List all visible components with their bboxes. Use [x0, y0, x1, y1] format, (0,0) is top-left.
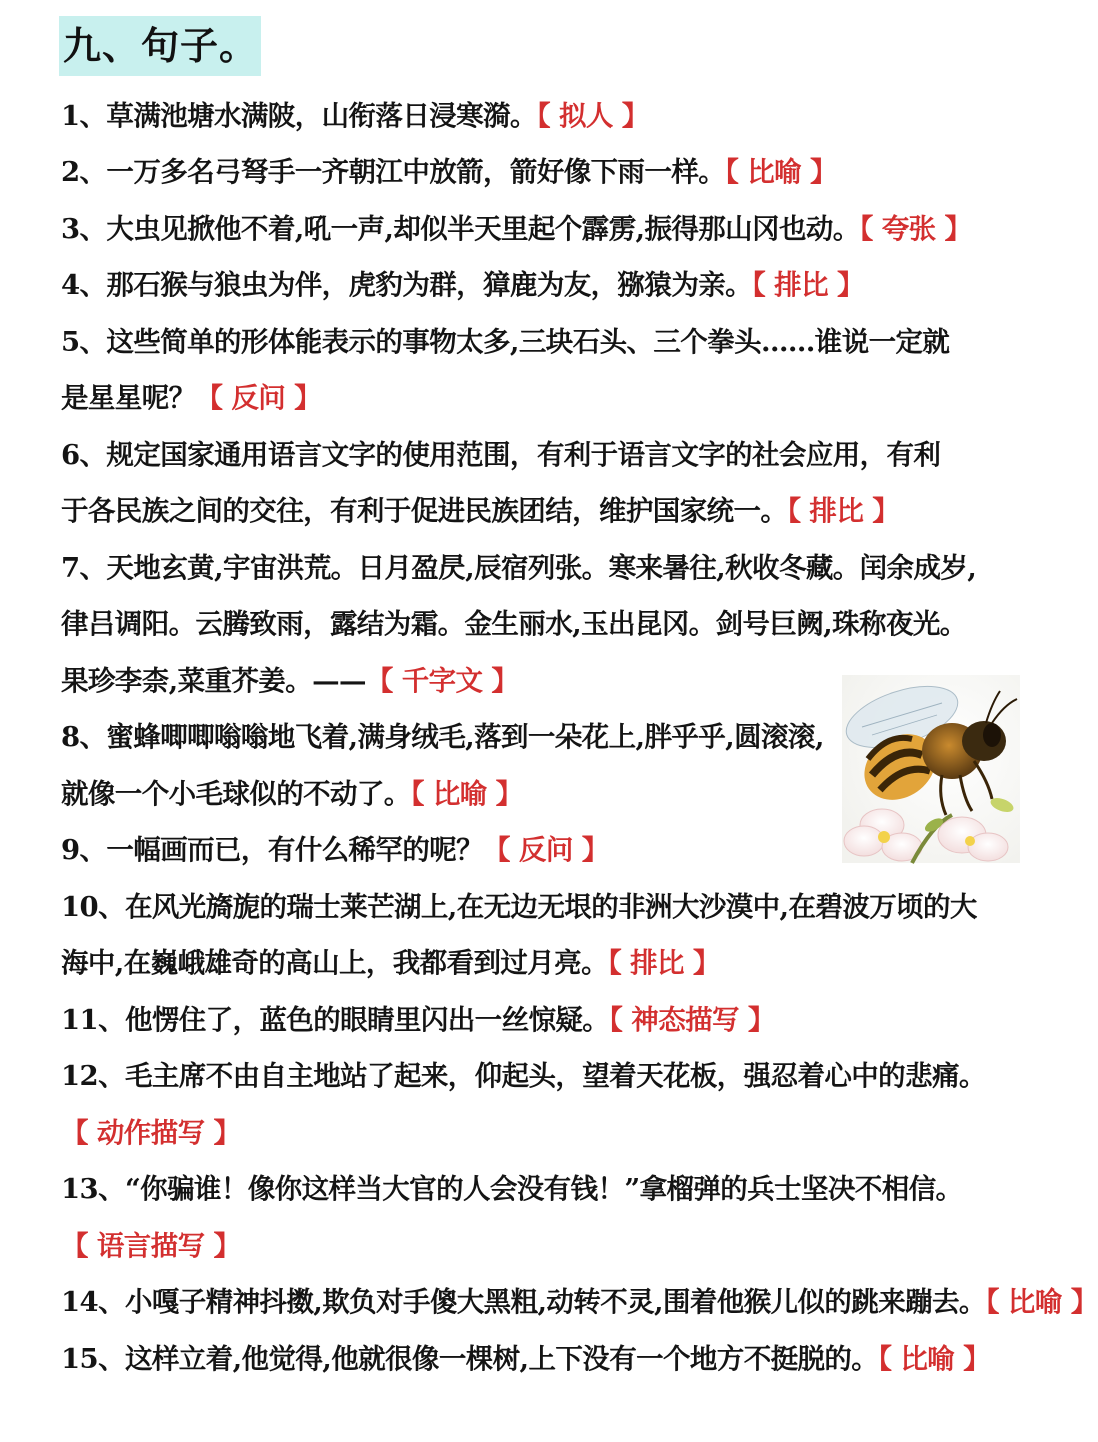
sentence-text: 于各民族之间的交往，有利于促进民族团结，维护国家统一。: [61, 495, 788, 527]
sentence-text: 15、这样立着,他觉得,他就很像一棵树,上下没有一个地方不挺脱的。: [61, 1343, 879, 1375]
sentence-line: [61, 540, 976, 596]
sentence-text: 律吕调阳。云腾致雨，露结为霜。金生丽水,玉出昆冈。剑号巨阙,珠称夜光。: [61, 608, 967, 640]
sentence-line: [61, 483, 899, 539]
sentence-text: 9、一幅画而已，有什么稀罕的呢？: [61, 834, 484, 866]
sentence-line: [61, 1218, 240, 1274]
sentence-line: [61, 935, 720, 991]
rhetoric-tag: 【 夸张 】: [859, 213, 972, 245]
sentence-line: [61, 1048, 986, 1104]
bee-illustration: [842, 675, 1020, 863]
rhetoric-tag: 【 反问 】: [483, 834, 609, 866]
rhetoric-tag: 【 排比 】: [752, 269, 864, 301]
sentence-line: [61, 1161, 962, 1217]
sentence-text: 14、小嘎子精神抖擞,欺负对手傻大黑粗,动转不灵,围着他猴儿似的跳来蹦去。: [61, 1286, 986, 1318]
sentence-text: 8、蜜蜂唧唧嗡嗡地飞着,满身绒毛,落到一朵花上,胖乎乎,圆滚滚,: [61, 721, 824, 753]
sentence-line: [61, 370, 321, 426]
sentence-text: 3、大虫见掀他不着,吼一声,却似半天里起个霹雳,振得那山冈也动。: [61, 213, 860, 245]
sentence-line: [61, 992, 775, 1048]
sentence-text: 10、在风光旖旎的瑞士莱芒湖上,在无边无垠的非洲大沙漠中,在碧波万顷的大: [61, 891, 977, 923]
sentence-line: [61, 709, 824, 765]
sentence-text: 2、一万多名弓弩手一齐朝江中放箭，箭好像下雨一样。: [61, 156, 726, 188]
rhetoric-tag: 【 语言描写 】: [61, 1230, 241, 1262]
rhetoric-tag: 【 千字文 】: [365, 665, 519, 697]
rhetoric-tag: 【 神态描写 】: [609, 1004, 775, 1036]
rhetoric-tag: 【 比喻 】: [410, 778, 523, 810]
sentence-line: [61, 314, 949, 370]
sentence-text: 果珍李柰,菜重芥姜。——: [61, 665, 366, 697]
sentence-line: [61, 144, 837, 200]
sentence-line: [61, 653, 518, 709]
sentence-text: 就像一个小毛球似的不动了。: [61, 778, 411, 810]
rhetoric-tag: 【 动作描写 】: [61, 1117, 241, 1149]
sentence-text: 13、“你骗谁！像你这样当大官的人会没有钱！”拿榴弹的兵士坚决不相信。: [61, 1173, 963, 1205]
sentence-text: 海中,在巍峨雄奇的高山上，我都看到过月亮。: [61, 947, 608, 979]
sentence-line: [61, 822, 609, 878]
sentence-text: 是星星呢？: [61, 382, 196, 414]
sentence-line: [61, 879, 977, 935]
sentence-line: [61, 1331, 990, 1387]
rhetoric-tag: 【 拟人 】: [536, 100, 649, 132]
sentence-line: [61, 596, 967, 652]
rhetoric-tag: 【 排比 】: [607, 947, 720, 979]
sentence-line: [61, 257, 864, 313]
rhetoric-tag: 【 排比 】: [787, 495, 900, 527]
section-heading: 九、句子。: [59, 16, 261, 76]
sentence-text: 1、草满池塘水满陂，山衔落日浸寒漪。: [61, 100, 537, 132]
rhetoric-tag: 【 反问 】: [195, 382, 322, 414]
sentence-line: [61, 427, 940, 483]
sentence-text: 12、毛主席不由自主地站了起来，仰起头，望着天花板，强忍着心中的悲痛。: [61, 1060, 986, 1092]
sentence-text: 6、规定国家通用语言文字的使用范围，有利于语言文字的社会应用，有利: [61, 439, 941, 471]
sentence-line: [61, 1105, 240, 1161]
rhetoric-tag: 【 比喻 】: [878, 1343, 991, 1375]
sentence-text: 11、他愣住了，蓝色的眼睛里闪出一丝惊疑。: [61, 1004, 610, 1036]
rhetoric-tag: 【 比喻 】: [725, 156, 837, 188]
sentence-line: [61, 766, 523, 822]
sentence-text: 7、天地玄黄,宇宙洪荒。日月盈昃,辰宿列张。寒来暑往,秋收冬藏。闰余成岁,: [61, 552, 977, 584]
sentence-line: [61, 201, 971, 257]
sentence-text: 5、这些简单的形体能表示的事物太多,三块石头、三个拳头……谁说一定就: [61, 326, 950, 358]
sentence-line: [61, 1274, 1098, 1330]
sentence-line: [61, 88, 649, 144]
sentence-text: 4、那石猴与狼虫为伴，虎豹为群，獐鹿为友，猕猿为亲。: [61, 269, 753, 301]
rhetoric-tag: 【 比喻 】: [985, 1286, 1098, 1318]
